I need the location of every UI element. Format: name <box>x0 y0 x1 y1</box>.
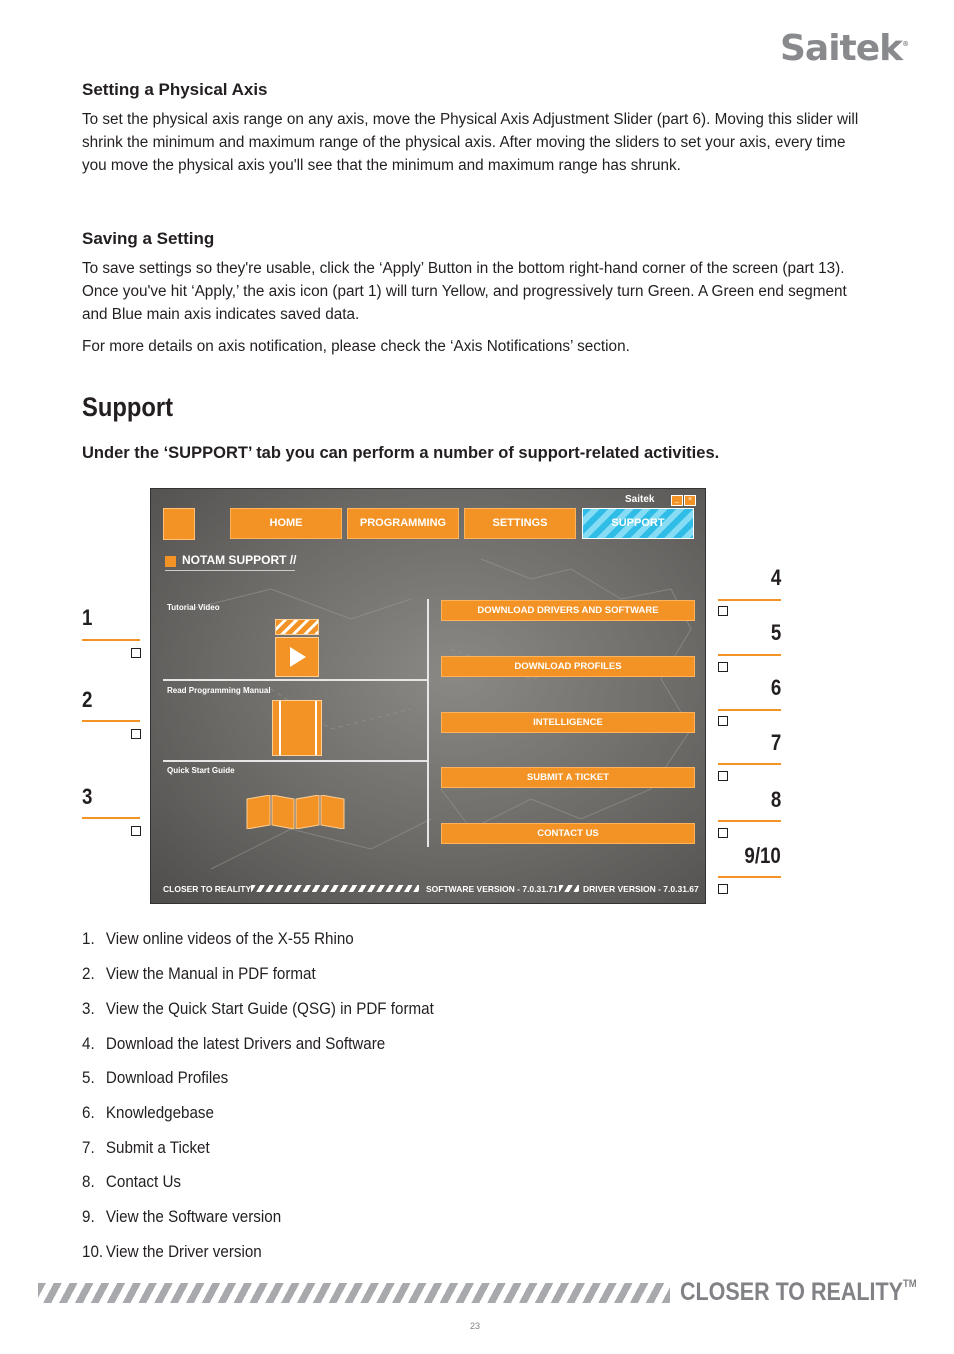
callout-box-4 <box>718 606 728 616</box>
download-profiles-button[interactable]: DOWNLOAD PROFILES <box>441 656 695 677</box>
download-drivers-button[interactable]: DOWNLOAD DRIVERS AND SOFTWARE <box>441 600 695 621</box>
footer-tagline: CLOSER TO REALITY™ <box>680 1278 917 1306</box>
callout-line-7 <box>718 763 781 765</box>
page-number: 23 <box>470 1321 481 1331</box>
app-brand: Saitek <box>625 494 655 505</box>
app-tagline: CLOSER TO REALITY <box>163 884 252 894</box>
callout-line-5 <box>718 654 781 656</box>
callout-2: 2 <box>82 687 93 712</box>
callout-line-4 <box>718 599 781 601</box>
callout-line-8 <box>718 820 781 822</box>
callout-7: 7 <box>770 730 781 755</box>
callout-line-6 <box>718 709 781 711</box>
list-item: 10. View the Driver version <box>82 1243 262 1261</box>
heading-saving-setting: Saving a Setting <box>82 229 215 248</box>
callout-line-3 <box>82 817 140 819</box>
list-item: 8. Contact Us <box>82 1173 182 1191</box>
saitek-logo <box>780 28 909 69</box>
tutorial-video-label[interactable]: Tutorial Video <box>167 603 220 612</box>
support-lead: Under the ‘SUPPORT’ tab you can perform a number of support-related activities. <box>82 444 720 462</box>
axis-notification-note: For more details on axis notification, please check the ‘Axis Notifications’ section. <box>82 338 630 355</box>
callout-1: 1 <box>82 605 93 630</box>
list-item: 4. Download the latest Drivers and Software <box>82 1035 386 1053</box>
callout-box-2 <box>131 729 141 739</box>
list-item: 1. View online videos of the X-55 Rhino <box>82 930 354 948</box>
callout-9-10: 9/10 <box>744 843 781 868</box>
section-title: NOTAM SUPPORT // <box>182 553 297 567</box>
list-item: 7. Submit a Ticket <box>82 1139 210 1157</box>
callout-4: 4 <box>770 565 781 590</box>
read-manual-label[interactable]: Read Programming Manual <box>167 686 271 695</box>
vertical-divider <box>427 599 429 847</box>
folded-map-icon[interactable] <box>246 795 346 829</box>
saving-setting-text: To save settings so they're usable, click the ‘Apply’ Button in the bottom right-hand corner of the screen (part 13). Once you've hit ‘Apply,’ the axis icon (part 1) will turn Yellow, and progressively turn Green. A Green end segment and Blue main axis indicates saved data. <box>82 260 847 323</box>
callout-box-8 <box>718 828 728 838</box>
trademark-mark: TM <box>902 1278 917 1290</box>
support-screen-screenshot <box>150 488 706 904</box>
list-item: 2. View the Manual in PDF format <box>82 965 316 983</box>
callout-8: 8 <box>770 787 781 812</box>
logo-text: Saitek <box>780 28 903 69</box>
list-item: 5. Download Profiles <box>82 1069 229 1087</box>
callout-3: 3 <box>82 784 93 809</box>
heading-physical-axis: Setting a Physical Axis <box>82 80 268 99</box>
contact-us-button[interactable]: CONTACT US <box>441 823 695 844</box>
registered-mark: ® <box>902 40 910 48</box>
callout-box-1 <box>131 648 141 658</box>
callout-box-9-10 <box>718 884 728 894</box>
callout-5: 5 <box>770 620 781 645</box>
divider-2 <box>163 760 427 762</box>
clapperboard-icon[interactable] <box>275 619 319 677</box>
stripes-decoration-2 <box>559 885 579 892</box>
callout-6: 6 <box>770 675 781 700</box>
tab-programming[interactable]: PROGRAMMING <box>347 508 459 539</box>
list-item: 9. View the Software version <box>82 1208 282 1226</box>
list-item: 3. View the Quick Start Guide (QSG) in PDF format <box>82 1000 434 1018</box>
divider-1 <box>163 679 427 681</box>
driver-version: DRIVER VERSION - 7.0.31.67 <box>583 884 699 894</box>
tab-settings[interactable]: SETTINGS <box>464 508 576 539</box>
callout-box-7 <box>718 771 728 781</box>
arrow-icon <box>165 556 176 567</box>
intelligence-button[interactable]: INTELLIGENCE <box>441 712 695 733</box>
callout-line-2 <box>82 720 140 722</box>
software-version: SOFTWARE VERSION - 7.0.31.71 <box>426 884 558 894</box>
submit-ticket-button[interactable]: SUBMIT A TICKET <box>441 767 695 788</box>
close-icon[interactable]: × <box>684 495 696 506</box>
support-title: Support <box>82 392 174 422</box>
minimize-icon[interactable]: _ <box>671 495 683 506</box>
tab-home[interactable]: HOME <box>230 508 342 539</box>
physical-axis-text: To set the physical axis range on any axis, move the Physical Axis Adjustment Slider (part 6). Moving this slider will shrink the minimum and maximum range of the physical axis. After moving the sliders to set your axis, every time you move the physical axis you'll see that the minimum and maximum range has shrunk. <box>82 111 859 174</box>
app-logo-icon <box>163 508 195 540</box>
tab-support[interactable]: SUPPORT <box>582 508 694 539</box>
callout-line-1 <box>82 639 140 641</box>
stripes-decoration <box>251 885 419 892</box>
callout-line-9-10 <box>718 876 781 878</box>
section-title-underline <box>165 570 295 571</box>
quick-start-label[interactable]: Quick Start Guide <box>167 766 235 775</box>
callout-box-3 <box>131 826 141 836</box>
callout-box-5 <box>718 662 728 672</box>
book-icon[interactable] <box>272 700 322 756</box>
callout-box-6 <box>718 716 728 726</box>
footer-stripes <box>38 1283 670 1303</box>
list-item: 6. Knowledgebase <box>82 1104 214 1122</box>
